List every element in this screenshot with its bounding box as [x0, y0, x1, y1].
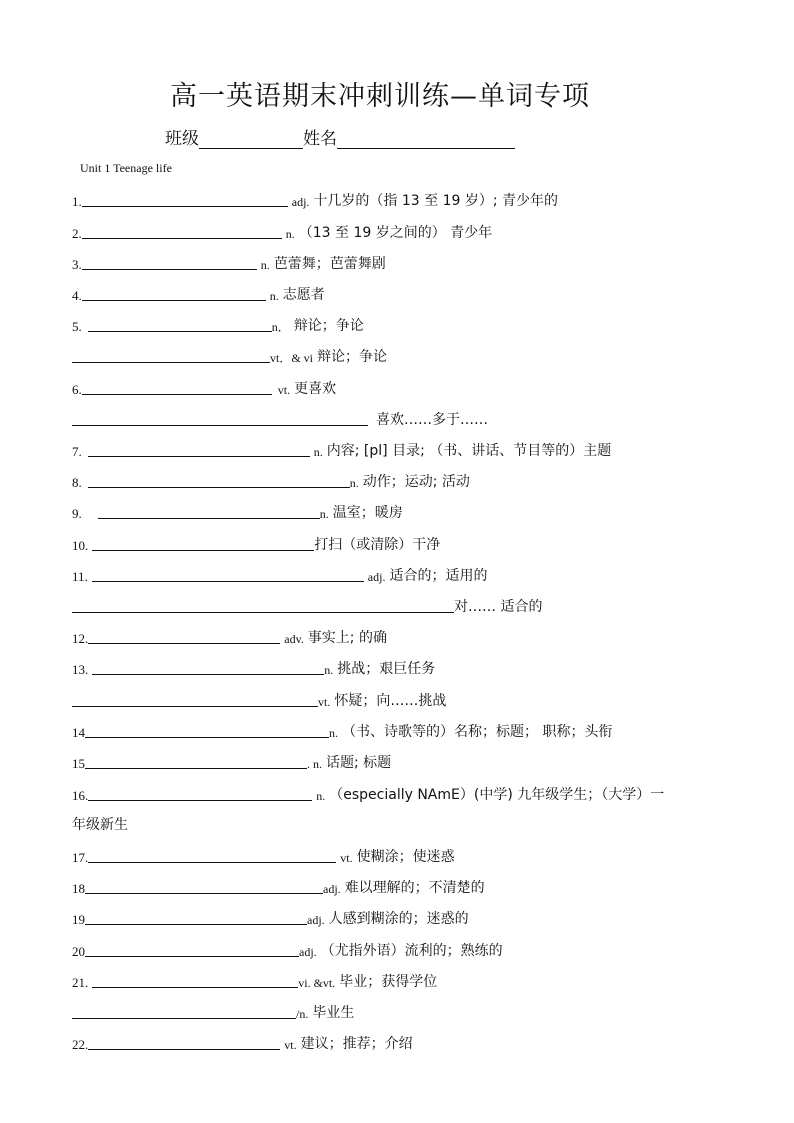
class-blank[interactable] — [199, 130, 303, 149]
part-of-speech: adv. — [284, 632, 304, 646]
definition: 十几岁的（指 13 至 19 岁）; 青少年的 — [313, 193, 559, 209]
item-number: 18 — [72, 881, 85, 896]
word-item-13b — [72, 688, 446, 710]
word-item-4 — [72, 282, 325, 304]
definition: 动作；运动; 活动 — [362, 474, 470, 490]
definition: 挑战；艰巨任务 — [337, 661, 436, 677]
answer-blank[interactable] — [88, 471, 350, 488]
item-number: 4. — [72, 288, 82, 303]
item-number: 10. — [72, 538, 89, 553]
item-number: 6. — [72, 382, 82, 397]
answer-blank[interactable] — [88, 440, 310, 457]
word-item-2 — [72, 220, 492, 242]
name-blank[interactable] — [337, 130, 515, 149]
word-item-6b — [72, 407, 488, 429]
word-item-21b — [72, 1000, 354, 1022]
word-item-8 — [72, 469, 470, 491]
item-number: 2. — [72, 226, 82, 241]
definition: 建议；推荐；介绍 — [300, 1036, 413, 1052]
part-of-speech: n． — [271, 320, 290, 334]
student-info — [165, 124, 515, 149]
definition: 难以理解的；不清楚的 — [344, 880, 485, 896]
unit-heading: Unit 1 Teenage life — [80, 161, 172, 175]
answer-blank[interactable] — [92, 565, 364, 582]
definition: 对…… 适合的 — [454, 599, 543, 615]
word-item-11 — [72, 563, 487, 585]
item-number: 12. — [72, 631, 89, 646]
answer-blank[interactable] — [98, 502, 320, 519]
answer-blank[interactable] — [72, 690, 318, 707]
definition: 辩论；争论 — [317, 349, 388, 365]
word-item-10 — [72, 532, 440, 554]
item-number: 7. — [72, 444, 82, 459]
word-item-17 — [72, 844, 455, 866]
answer-blank[interactable] — [72, 1002, 296, 1019]
definition: 志愿者 — [282, 287, 325, 303]
word-item-18 — [72, 875, 485, 897]
answer-blank[interactable] — [92, 534, 314, 551]
word-item-22 — [72, 1031, 413, 1053]
part-of-speech: adj. — [367, 570, 386, 584]
word-item-16 — [72, 782, 664, 804]
answer-blank[interactable] — [88, 627, 280, 644]
part-of-speech: n. — [285, 227, 295, 241]
definition: 毕业生 — [312, 1005, 355, 1021]
part-of-speech: /n. — [296, 1007, 309, 1021]
definition: 使糊涂；使迷惑 — [356, 849, 455, 865]
item-number: 5. — [72, 319, 82, 334]
part-of-speech: adj. — [291, 195, 310, 209]
item-number: 3. — [72, 257, 82, 272]
answer-blank[interactable] — [92, 658, 324, 675]
class-label: 班级 — [165, 129, 199, 149]
part-of-speech: n. — [349, 476, 359, 490]
part-of-speech: n. — [316, 789, 326, 803]
definition: 适合的；适用的 — [389, 568, 488, 584]
part-of-speech: . n. — [307, 757, 322, 771]
answer-blank[interactable] — [72, 596, 454, 613]
definition-continuation: 年级新生 — [72, 817, 128, 833]
definition: 打扫（或清除）干净 — [314, 537, 441, 553]
part-of-speech: n. — [319, 507, 329, 521]
answer-blank[interactable] — [72, 346, 270, 363]
item-number: 9. — [72, 506, 82, 521]
definition: 喜欢……多于…… — [376, 412, 488, 428]
part-of-speech: adj. — [299, 945, 317, 959]
name-label: 姓名 — [303, 129, 337, 149]
definition: （书、诗歌等的）名称；标题； 职称；头衔 — [342, 724, 613, 740]
definition: 辩论；争论 — [293, 318, 364, 334]
part-of-speech: vi. &vt. — [298, 976, 336, 990]
word-item-3 — [72, 251, 386, 273]
item-number: 17. — [72, 850, 89, 865]
part-of-speech: n. — [269, 289, 279, 303]
part-of-speech: n. — [329, 726, 338, 740]
answer-blank[interactable] — [88, 784, 312, 801]
answer-blank[interactable] — [88, 846, 336, 863]
word-item-20 — [72, 938, 503, 960]
definition: 毕业；获得学位 — [339, 974, 438, 990]
part-of-speech: n. — [313, 445, 323, 459]
word-item-5 — [72, 313, 364, 335]
item-number: 21. — [72, 975, 89, 990]
definition: 温室；暖房 — [332, 505, 403, 521]
item-number: 15 — [72, 756, 85, 771]
answer-blank[interactable] — [88, 1033, 280, 1050]
answer-blank[interactable] — [85, 877, 323, 894]
word-item-5b — [72, 344, 387, 366]
definition: 事实上; 的确 — [307, 630, 387, 646]
part-of-speech: vt. — [277, 383, 291, 397]
word-item-14 — [72, 719, 612, 741]
answer-blank[interactable] — [82, 378, 272, 395]
part-of-speech: vt. — [340, 851, 353, 865]
item-number: 20 — [72, 944, 85, 959]
item-number: 8. — [72, 475, 82, 490]
part-of-speech: n. — [324, 663, 334, 677]
definition: （13 至 19 岁之间的） 青少年 — [298, 225, 493, 241]
definition: 更喜欢 — [294, 381, 337, 397]
definition: 人感到糊涂的；迷惑的 — [328, 911, 469, 927]
word-item-6 — [72, 376, 336, 398]
answer-blank[interactable] — [92, 971, 298, 988]
item-number: 11. — [72, 569, 88, 584]
page-title: 高一英语期末冲刺训练—单词专项 — [170, 81, 590, 112]
item-number: 22. — [72, 1037, 89, 1052]
item-number: 1. — [72, 194, 82, 209]
answer-blank[interactable] — [85, 752, 307, 769]
word-item-21 — [72, 969, 437, 991]
definition: （尤指外语）流利的；熟练的 — [320, 943, 503, 959]
answer-blank[interactable] — [72, 409, 368, 426]
answer-blank[interactable] — [85, 721, 329, 738]
part-of-speech: adj. — [323, 882, 341, 896]
word-item-13 — [72, 656, 435, 678]
definition: （especially NAmE）(中学) 九年级学生；（大学）一 — [329, 787, 665, 803]
word-item-11b — [72, 594, 542, 616]
word-item-15 — [72, 750, 391, 772]
item-number: 16. — [72, 788, 89, 803]
word-item-9 — [72, 500, 403, 522]
definition: 话题; 标题 — [326, 755, 392, 771]
answer-blank[interactable] — [85, 908, 307, 925]
answer-blank[interactable] — [88, 315, 272, 332]
part-of-speech: vt. — [318, 695, 331, 709]
definition: 内容; [pl] 目录; （书、讲话、节目等的）主题 — [326, 443, 612, 459]
word-item-12 — [72, 625, 387, 647]
word-item-7 — [72, 438, 611, 460]
definition: 怀疑；向……挑战 — [334, 693, 447, 709]
item-number: 19 — [72, 912, 85, 927]
part-of-speech: n. — [260, 258, 270, 272]
answer-blank[interactable] — [82, 284, 266, 301]
word-item-1 — [72, 188, 558, 210]
item-number: 14 — [72, 725, 85, 740]
answer-blank[interactable] — [82, 190, 288, 207]
part-of-speech: adj. — [307, 913, 325, 927]
part-of-speech: vt. — [284, 1038, 297, 1052]
part-of-speech: vt．& vi — [270, 351, 314, 365]
word-item-19 — [72, 906, 469, 928]
answer-blank[interactable] — [85, 940, 299, 957]
definition: 芭蕾舞；芭蕾舞剧 — [273, 256, 386, 272]
answer-blank[interactable] — [82, 253, 257, 270]
item-number: 13. — [72, 662, 89, 677]
answer-blank[interactable] — [82, 222, 282, 239]
